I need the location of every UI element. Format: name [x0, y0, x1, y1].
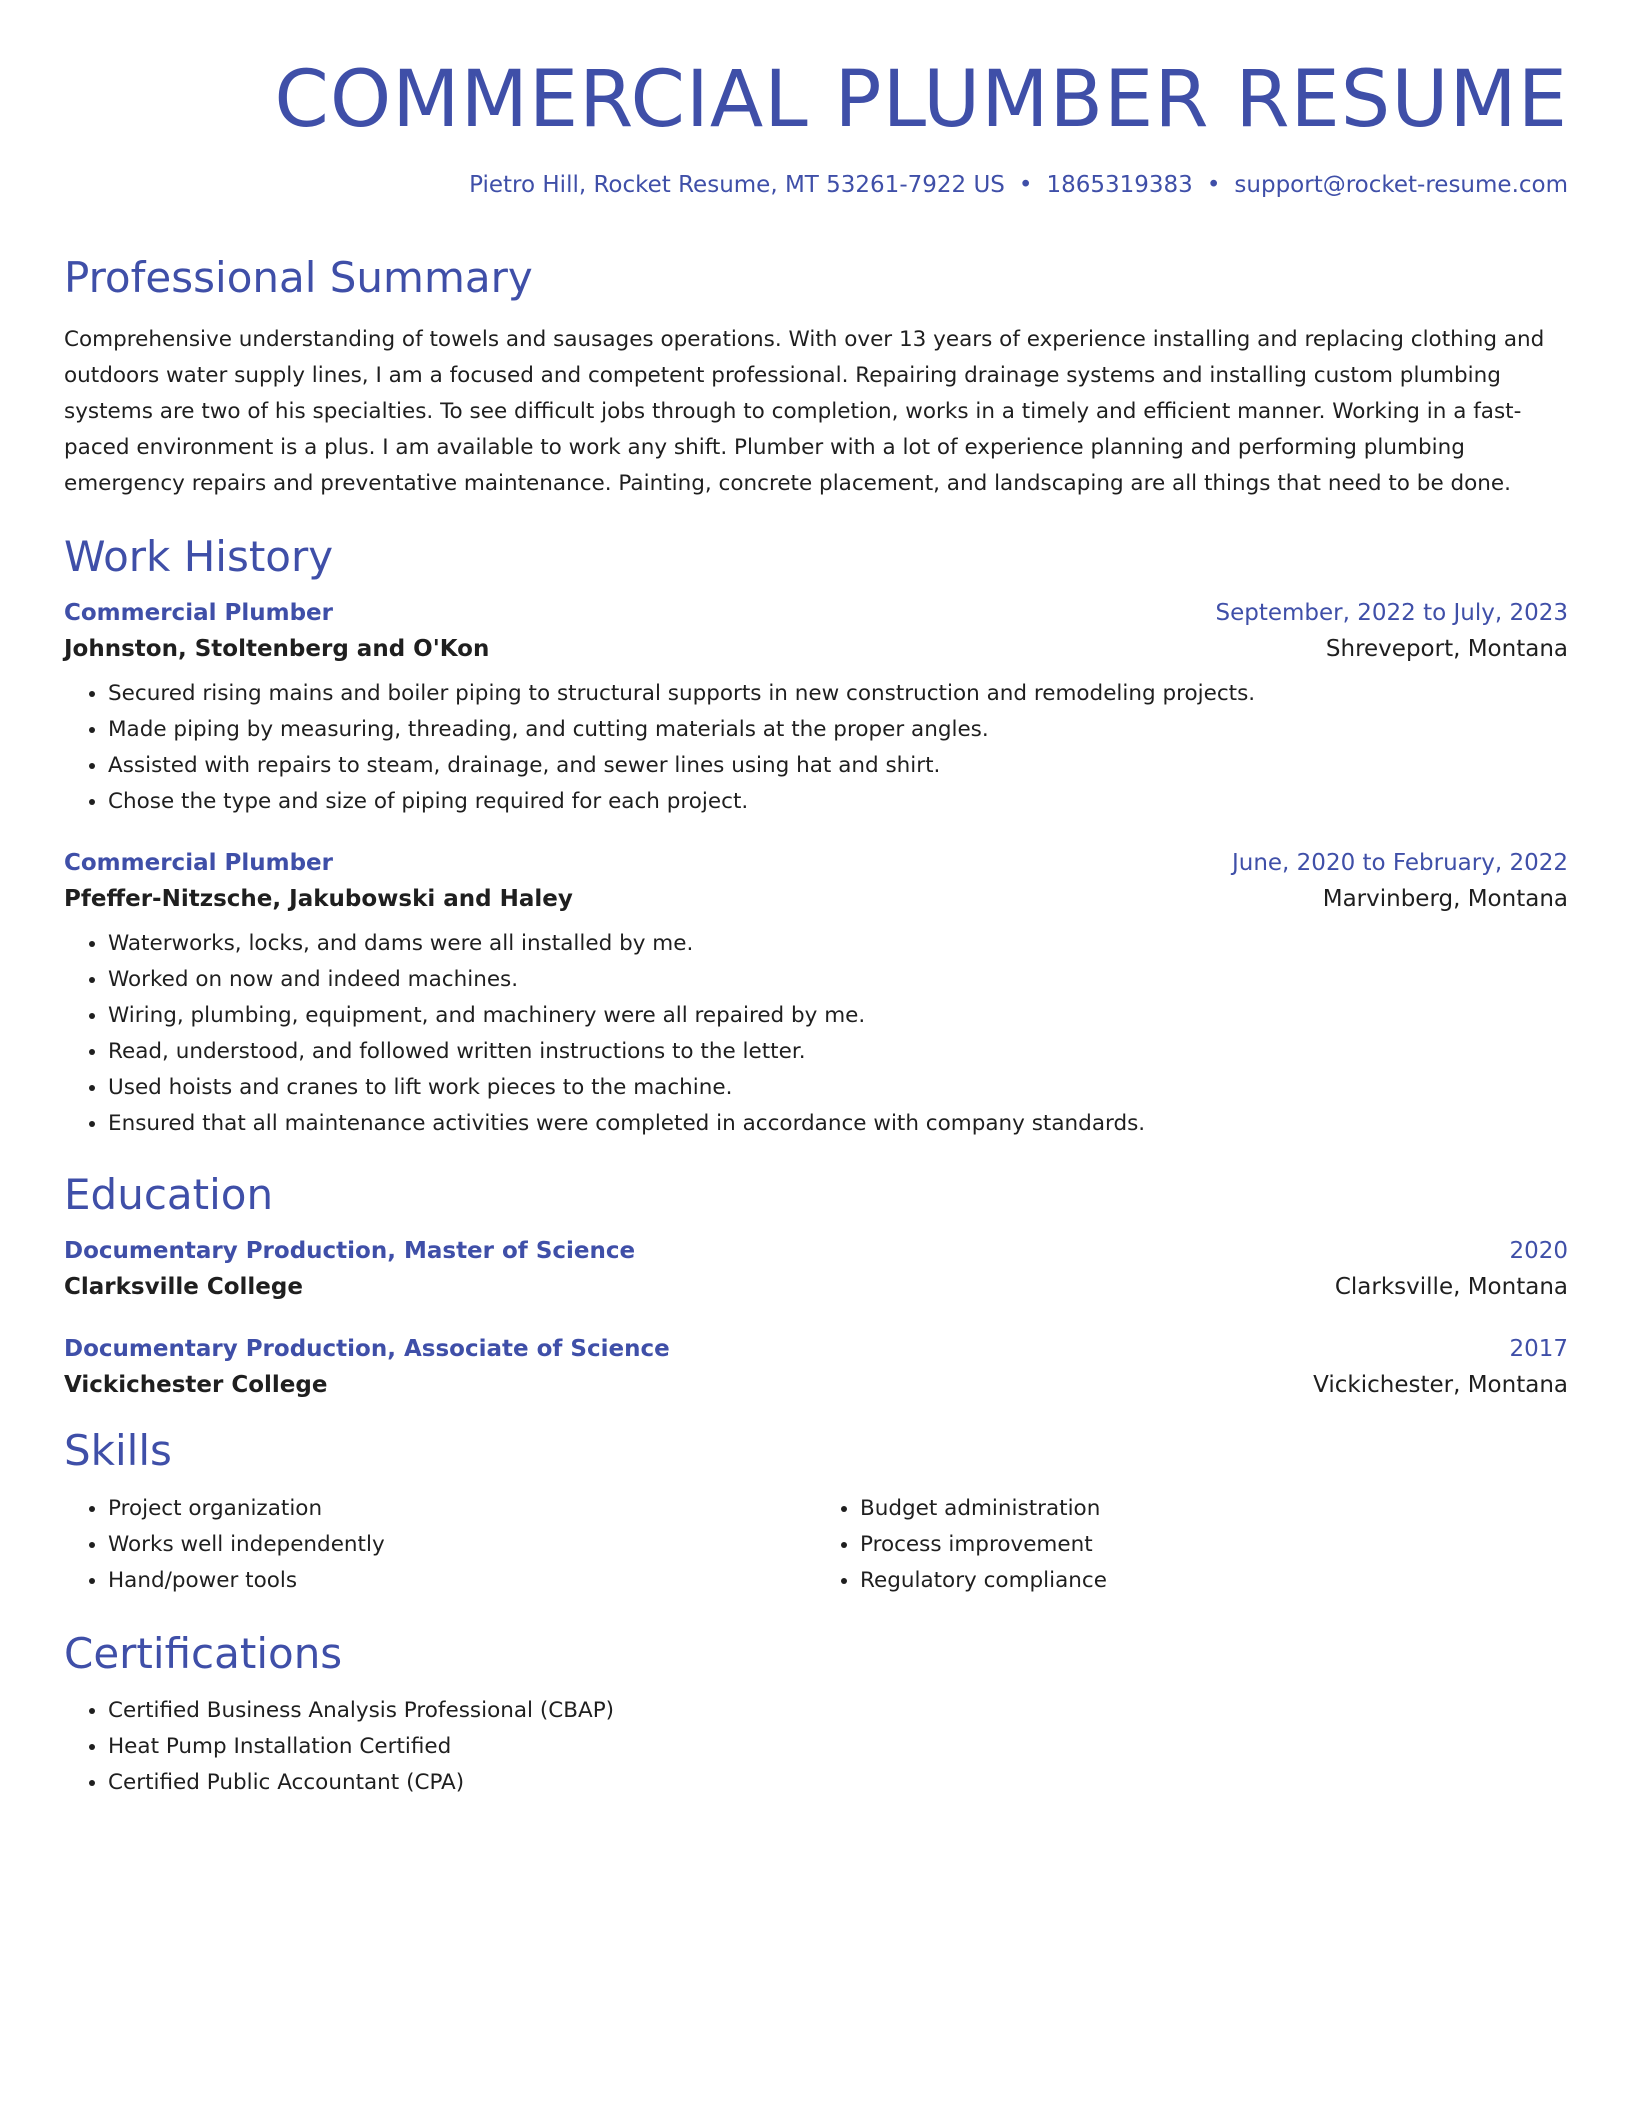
education-entry: [64, 1238, 1568, 1300]
certifications-list: [64, 1693, 1568, 1801]
list-item: • Waterworks, locks, and dams were all installed by me.: [108, 926, 1568, 962]
job-subheader: [64, 886, 1568, 912]
job-entry: [64, 600, 1568, 820]
job-role: Commercial Plumber: [64, 850, 333, 877]
job-company: Johnston, Stoltenberg and O'Kon: [64, 636, 490, 663]
job-header: [64, 850, 1568, 876]
job-header: [64, 600, 1568, 626]
job-entry: [64, 850, 1568, 1142]
education-location: Clarksville, Montana: [1334, 1274, 1568, 1301]
list-item: • Ensured that all maintenance activities were completed in accordance with company standards.: [108, 1106, 1568, 1142]
list-item: • Chose the type and size of piping required for each project.: [108, 784, 1568, 820]
contact-address: Pietro Hill, Rocket Resume, MT 53261-7922 US: [469, 171, 1005, 198]
list-item: • Regulatory compliance: [860, 1563, 1568, 1599]
education-heading: Education: [64, 1170, 274, 1220]
summary-heading: Professional Summary: [64, 253, 533, 303]
summary-text: Comprehensive understanding of towels and sausages operations. With over 13 years of experience installing and replacing clothing and outdoors water supply lines, I am a focused and competent professional. Repairing drainage systems and installing custom plumbing systems are two of his specialties. To see difficult jobs through to completion, works in a timely and efficient manner. Working in a fast-paced environment is a plus. I am available to work any shift. Plumber with a lot of experience planning and performing plumbing emergency repairs and preventative maintenance. Painting, concrete placement, and landscaping are all things that need to be done.: [64, 326, 1545, 496]
list-item: • Budget administration: [860, 1491, 1568, 1527]
job-role: Commercial Plumber: [64, 600, 333, 627]
certifications-heading: Certifications: [64, 1628, 343, 1678]
list-item: • Made piping by measuring, threading, and cutting materials at the proper angles.: [108, 712, 1568, 748]
job-location: Shreveport, Montana: [1325, 636, 1568, 663]
resume-title: COMMERCIAL PLUMBER RESUME: [274, 55, 1568, 145]
skills-right-column: [816, 1491, 1568, 1599]
job-dates: June, 2020 to February, 2022: [1231, 850, 1568, 877]
contact-separator: •: [1206, 171, 1221, 198]
list-item: • Assisted with repairs to steam, drainage, and sewer lines using hat and shirt.: [108, 748, 1568, 784]
job-bullets: [64, 676, 1568, 820]
education-year: 2020: [1509, 1238, 1568, 1265]
list-item: • Secured rising mains and boiler piping to structural supports in new construction and remodeling projects.: [108, 676, 1568, 712]
contact-line: [64, 172, 1568, 200]
list-item: • Read, understood, and followed written instructions to the letter.: [108, 1034, 1568, 1070]
list-item: • Works well independently: [108, 1527, 816, 1563]
list-item: • Heat Pump Installation Certified: [108, 1729, 1568, 1765]
list-item: • Worked on now and indeed machines.: [108, 962, 1568, 998]
education-degree: Documentary Production, Associate of Science: [64, 1336, 670, 1363]
job-dates: September, 2022 to July, 2023: [1215, 600, 1568, 627]
education-year: 2017: [1509, 1336, 1568, 1363]
education-location: Vickichester, Montana: [1313, 1372, 1568, 1399]
work-history-heading: Work History: [64, 531, 334, 581]
list-item: • Certified Business Analysis Professional (CBAP): [108, 1693, 1568, 1729]
list-item: • Project organization: [108, 1491, 816, 1527]
job-bullets: [64, 926, 1568, 1142]
education-subheader: [64, 1372, 1568, 1398]
job-location: Marvinberg, Montana: [1322, 886, 1568, 913]
contact-email: support@rocket-resume.com: [1234, 171, 1568, 198]
education-header: [64, 1238, 1568, 1264]
education-school: Vickichester College: [64, 1372, 328, 1399]
education-subheader: [64, 1274, 1568, 1300]
contact-separator: •: [1018, 171, 1033, 198]
list-item: • Hand/power tools: [108, 1563, 816, 1599]
education-entry: [64, 1336, 1568, 1398]
skills-columns: [64, 1491, 1568, 1599]
job-company: Pfeffer-Nitzsche, Jakubowski and Haley: [64, 886, 573, 913]
list-item: • Wiring, plumbing, equipment, and machinery were all repaired by me.: [108, 998, 1568, 1034]
skills-left-column: [64, 1491, 816, 1599]
resume-page: [64, 40, 1568, 1801]
education-degree: Documentary Production, Master of Science: [64, 1238, 636, 1265]
skills-heading: Skills: [64, 1426, 172, 1476]
job-subheader: [64, 636, 1568, 662]
education-school: Clarksville College: [64, 1274, 303, 1301]
list-item: • Process improvement: [860, 1527, 1568, 1563]
education-header: [64, 1336, 1568, 1362]
list-item: • Certified Public Accountant (CPA): [108, 1765, 1568, 1801]
list-item: • Used hoists and cranes to lift work pieces to the machine.: [108, 1070, 1568, 1106]
contact-phone: 1865319383: [1046, 171, 1193, 198]
